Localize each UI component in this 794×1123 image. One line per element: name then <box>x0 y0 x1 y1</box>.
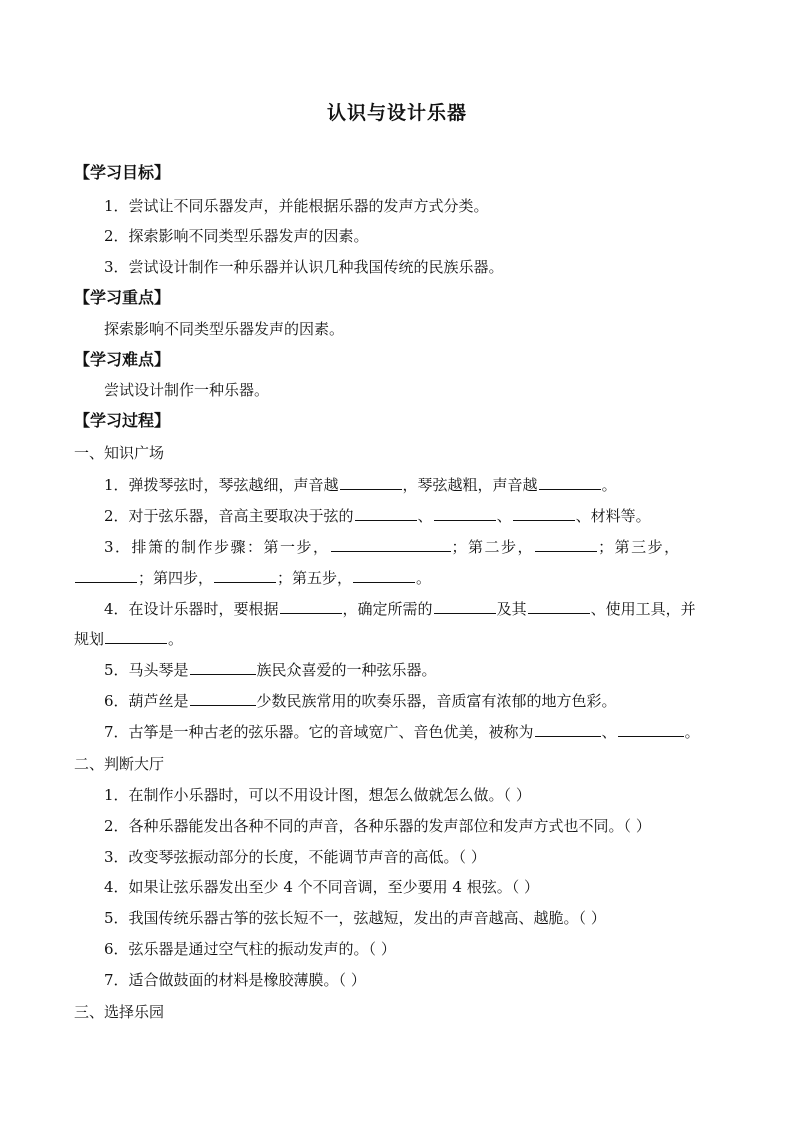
knowledge-question-7: 7．古筝是一种古老的弦乐器。它的音域宽广、音色优美，被称为 、 。 <box>104 723 700 741</box>
judge-item: 4．如果让弦乐器发出至少 4 个不同音调，至少要用 4 根弦。（ ） <box>104 878 539 896</box>
process-heading: 【学习过程】 <box>74 411 171 430</box>
answer-blank[interactable] <box>340 475 402 490</box>
answer-blank[interactable] <box>618 722 684 737</box>
objectives-heading: 【学习目标】 <box>74 163 171 182</box>
judge-item: 6．弦乐器是通过空气柱的振动发声的。（ ） <box>104 940 396 958</box>
answer-blank[interactable] <box>535 537 597 552</box>
answer-blank[interactable] <box>539 475 601 490</box>
section-knowledge-title: 一、知识广场 <box>74 444 165 462</box>
knowledge-question-5: 5．马头琴是 族民众喜爱的一种弦乐器。 <box>104 661 437 679</box>
knowledge-question-6: 6．葫芦丝是 少数民族常用的吹奏乐器，音质富有浓郁的地方色彩。 <box>104 692 617 710</box>
answer-blank[interactable] <box>434 506 496 521</box>
section-judge-title: 二、判断大厅 <box>74 755 165 773</box>
answer-blank[interactable] <box>280 599 342 614</box>
judge-item: 5．我国传统乐器古筝的弦长短不一，弦越短，发出的声音越高、越脆。（ ） <box>104 909 606 927</box>
answer-blank[interactable] <box>355 506 417 521</box>
section-choice-title: 三、选择乐园 <box>74 1003 165 1021</box>
knowledge-question-3: 3．排箫的制作步骤：第一步， ；第二步， ；第三步， <box>104 538 681 556</box>
answer-blank[interactable] <box>331 537 451 552</box>
page-title: 认识与设计乐器 <box>326 102 467 124</box>
judge-item: 1．在制作小乐器时，可以不用设计图，想怎么做就怎么做。（ ） <box>104 786 531 804</box>
judge-item: 2．各种乐器能发出各种不同的声音，各种乐器的发声部位和发声方式也不同。（ ） <box>104 817 651 835</box>
knowledge-question-4: 4．在设计乐器时，要根据 ，确定所需的 及其 、使用工具，并 <box>104 600 696 618</box>
answer-blank[interactable] <box>353 568 415 583</box>
answer-blank[interactable] <box>528 599 590 614</box>
difficulty-heading: 【学习难点】 <box>74 350 171 369</box>
judge-item: 3．改变琴弦振动部分的长度，不能调节声音的高低。（ ） <box>104 848 486 866</box>
answer-blank[interactable] <box>190 660 256 675</box>
objective-item: 1．尝试让不同乐器发声，并能根据乐器的发声方式分类。 <box>104 197 489 215</box>
knowledge-question-2: 2．对于弦乐器，音高主要取决于弦的 、 、 、材料等。 <box>104 507 651 525</box>
objective-item: 3．尝试设计制作一种乐器并认识几种我国传统的民族乐器。 <box>104 258 504 276</box>
answer-blank[interactable] <box>214 568 276 583</box>
objective-item: 2．探索影响不同类型乐器发声的因素。 <box>104 227 369 245</box>
answer-blank[interactable] <box>190 691 256 706</box>
answer-blank[interactable] <box>513 506 575 521</box>
answer-blank[interactable] <box>105 629 167 644</box>
key-point-text: 探索影响不同类型乐器发声的因素。 <box>104 320 345 338</box>
answer-blank[interactable] <box>434 599 496 614</box>
answer-blank[interactable] <box>535 722 601 737</box>
knowledge-question-1: 1．弹拨琴弦时，琴弦越细，声音越 ，琴弦越粗，声音越 。 <box>104 476 617 494</box>
key-point-heading: 【学习重点】 <box>74 288 171 307</box>
answer-blank[interactable] <box>75 568 137 583</box>
difficulty-text: 尝试设计制作一种乐器。 <box>104 381 270 399</box>
knowledge-question-4-cont: 规划 。 <box>74 630 184 648</box>
knowledge-question-3-cont: ；第四步， ；第五步， 。 <box>0 568 794 588</box>
judge-item: 7．适合做鼓面的材料是橡胶薄膜。（ ） <box>104 971 366 989</box>
